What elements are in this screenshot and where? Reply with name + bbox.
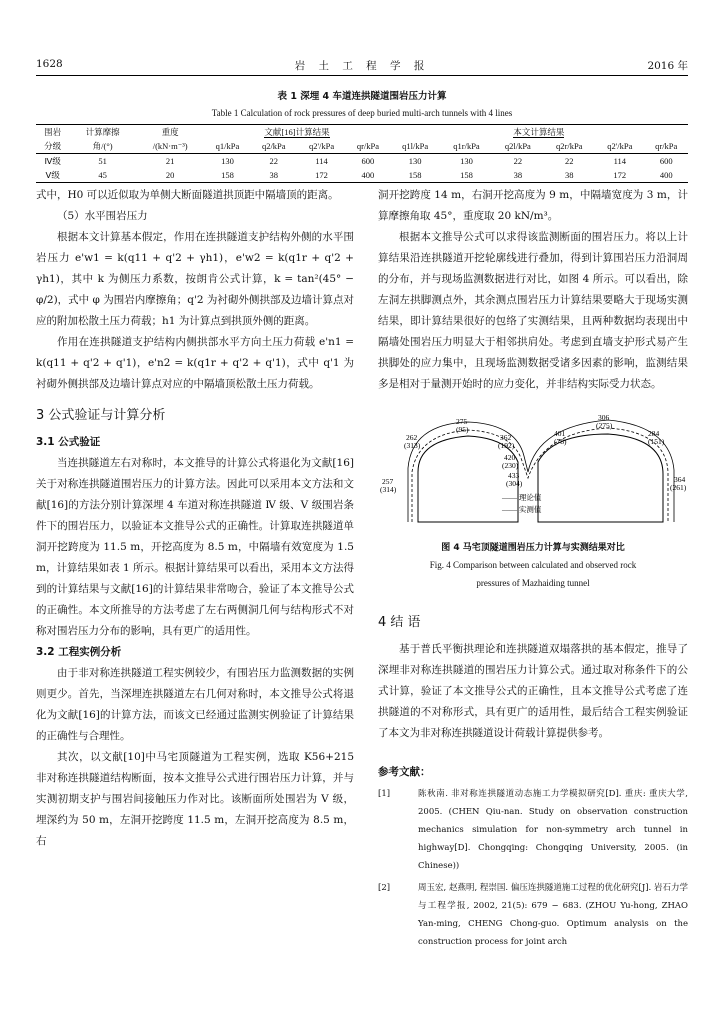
th2: q1/kPa bbox=[204, 139, 250, 154]
paragraph: 根据本文计算基本假定，作用在连拱隧道支护结构外侧的水平围岩压力 e'w1 = k(q11 + q'2 + γh1)，e'w2 = k(q1r + q'2 + γh1)，其中 k 为侧压力系数，按朗肯公式计算，k = tan²(45° − φ/2)，式中 φ 为围岩内摩擦角；q'2 为衬砌外侧拱部及边墙计算点对应的附加松散土压力荷载；h1 为计算点到拱顶外侧的距离。 bbox=[36, 231, 354, 327]
cell: 158 bbox=[204, 168, 250, 183]
fig-label: (95) bbox=[456, 425, 469, 434]
th2: q2/kPa bbox=[251, 139, 297, 154]
table-row bbox=[36, 168, 688, 183]
figure-caption-zh: 图 4 马宅顶隧道围岩压力计算与实测结果对比 bbox=[441, 543, 625, 553]
tunnel-pressure-figure bbox=[378, 412, 688, 532]
cell: 400 bbox=[644, 168, 688, 183]
header-rule bbox=[36, 75, 688, 76]
cell: 158 bbox=[390, 168, 441, 183]
cell: 38 bbox=[492, 168, 543, 183]
cell: 38 bbox=[251, 168, 297, 183]
cell: 400 bbox=[346, 168, 390, 183]
reference-text: 周玉宏, 赵燕明, 程崇国. 偏压连拱隧道施工过程的优化研究[J]. 岩石力学与工程学报, 2002, 21(5): 679 − 683. (ZHOU Yu-hong, ZHAO Yan-ming, CHENG Chong-guo. Optimum analysis on the construction process for joint arch bbox=[418, 883, 688, 947]
th2: 角/(°) bbox=[69, 139, 136, 154]
page-number: 1628 bbox=[36, 58, 63, 70]
fig-label: 257 bbox=[382, 477, 394, 486]
reference-item bbox=[378, 785, 688, 875]
cell: 172 bbox=[297, 168, 346, 183]
paragraph: 其次，以文献[10]中马宅顶隧道为工程实例，选取 K56+215 非对称连拱隧道结构断面，按本文推导公式进行围岩压力计算，并与实测初期支护与围岩间接触压力作对比。该断面所处围岩为 Ⅴ 级，埋深约为 50 m，左洞开挖跨度 11.5 m，左洞开挖高度为 8.5 m，右 bbox=[36, 751, 354, 847]
table-caption-zh: 表 1 深埋 4 车道连拱隧道围岩压力计算 bbox=[277, 91, 447, 102]
paragraph: 基于普氏平衡拱理论和连拱隧道双塌落拱的基本假定，推导了深埋非对称连拱隧道的围岩压力计算公式。通过取对称条件下的公式计算，验证了本文推导公式的正确性，且本文推导公式考虑了连拱隧道的不对称形式，具有更广的适用性，最后结合工程实例验证了本文为非对称连拱隧道设计荷载计算提供参考。 bbox=[378, 643, 688, 739]
cell: 600 bbox=[361, 156, 375, 166]
fig-label: 362 bbox=[500, 433, 512, 442]
reference-text: 陈秋南. 非对称连拱隧道动态施工力学模拟研究[D]. 重庆: 重庆大学, 2005. (CHEN Qiu-nan. Study on observation construction mechanics simulation for non-symmetry arch tunnel in highway[D]. Chongqing: Chongqing University, 2005. (in Chinese)) bbox=[418, 789, 688, 871]
fig-label: (304) bbox=[506, 479, 523, 488]
cell: 130 bbox=[460, 156, 473, 166]
section-heading: 3 公式验证与计算分析 bbox=[36, 408, 166, 423]
th2: /(kN·m⁻³) bbox=[136, 139, 204, 154]
year: 2016 年 bbox=[647, 60, 688, 72]
th2: q2'/kPa bbox=[297, 139, 346, 154]
section-heading: 4 结 语 bbox=[378, 615, 421, 630]
cell: 130 bbox=[408, 156, 422, 166]
paragraph: 当连拱隧道左右对称时，本文推导的计算公式将退化为文献[16]关于对称连拱隧道围岩压力的计算方法。因此可以采用本文方法和文献[16]的方法分别计算深埋 4 车道对称连拱隧道 Ⅳ 级、Ⅴ 级围岩条件下的围岩压力，以验证本文推导公式的正确性。计算取连拱隧道单洞开挖跨度为 11.5 m，开挖高度为 8.5 m，中隔墙有效宽度为 1.5 m，计算结果如表 1 所示。根据计算结果可以看出，采用本文方法得到的计算结果与文献[16]的计算结果非常吻合，验证了本文推导公式的正确性。本文所推导的方法考虑了左右两侧洞几何与结构形式不对称对围岩压力分布的影响，具有更广的适用性。 bbox=[36, 457, 354, 637]
subheading: （5）水平围岩压力 bbox=[57, 210, 148, 222]
fig-label: 433 bbox=[508, 471, 520, 480]
th-weight: 重度 bbox=[136, 125, 204, 140]
fig-label: 401 bbox=[554, 429, 566, 438]
table-row bbox=[36, 154, 688, 169]
fig-label: 284 bbox=[648, 429, 660, 438]
paragraph: 由于非对称连拱隧道工程实例较少，有围岩压力监测数据的实例则更少。首先，当深埋连拱隧道左右几何对称时，本文推导公式将退化为文献[16]的计算方法，而该文已经通过监测实例验证了计算结果的正确性与合理性。 bbox=[36, 667, 354, 742]
th2: q2'/kPa bbox=[595, 139, 644, 154]
paragraph: 根据本文推导公式可以求得该监测断面的围岩压力。将以上计算结果沿连拱隧道开挖轮廓线进行叠加，得到计算围岩压力沿洞周的分布，并与现场监测数据进行对比，如图 4 所示。可以看出，除左洞左拱脚测点外，其余测点围岩压力计算结果要略大于现场实测结果，即计算结果很好的包络了实测结果，且两种数据均表现出中隔墙处围岩压力明显大于相邻拱肩处。考虑到直墙支护形式易产生拱脚处的应力集中，且现场监测数据受诸多因素的影响，监测结果多是相对于量测开始时的应力变化，并非结构实际受力状态。 bbox=[378, 231, 688, 390]
fig-label: 364 bbox=[674, 475, 686, 484]
cell: 20 bbox=[136, 168, 204, 183]
fig-label: (78) bbox=[554, 437, 567, 446]
table-caption-en: Table 1 Calculation of rock pressures of deep buried multi-arch tunnels with 4 lines bbox=[211, 108, 513, 118]
cell: 45 bbox=[69, 168, 136, 183]
cell: 22 bbox=[513, 156, 523, 166]
cell: 22 bbox=[564, 156, 574, 166]
cell: 130 bbox=[221, 156, 234, 166]
th2: q2l/kPa bbox=[492, 139, 543, 154]
th2: q1l/kPa bbox=[390, 139, 441, 154]
cell: 114 bbox=[315, 156, 328, 166]
fig-label: (275) bbox=[596, 421, 613, 430]
figure-caption-en-2: pressures of Mazhaiding tunnel bbox=[476, 578, 590, 588]
cell: 172 bbox=[595, 168, 644, 183]
cell: 114 bbox=[613, 156, 626, 166]
paragraph: 作用在连拱隧道支护结构内侧拱部水平方向土压力荷载 e'n1 = k(q11 + q'2 + q'1)，e'n2 = k(q1r + q'2 + q'1)，式中 q'1 为衬砌外侧拱部及边墙计算点对应的中隔墙顶松散土压力荷载。 bbox=[36, 336, 354, 390]
references-title: 参考文献： bbox=[378, 766, 431, 778]
cell: 38 bbox=[543, 168, 595, 183]
th2: qr/kPa bbox=[644, 139, 688, 154]
cell: 600 bbox=[659, 156, 673, 166]
cell: 158 bbox=[441, 168, 493, 183]
subsection-heading: 3.1 公式验证 bbox=[36, 436, 101, 448]
fig-label: 420 bbox=[504, 453, 516, 462]
th2: q1r/kPa bbox=[441, 139, 493, 154]
reference-item bbox=[378, 879, 688, 951]
paragraph: 洞开挖跨度 14 m，右洞开挖高度为 9 m，中隔墙宽度为 3 m，计算摩擦角取 45°，重度取 20 kN/m³。 bbox=[378, 189, 688, 222]
fig-label: 306 bbox=[598, 413, 610, 422]
right-column-top bbox=[378, 185, 688, 395]
left-column bbox=[36, 185, 354, 852]
th2: 分级 bbox=[36, 139, 69, 154]
figure-caption-en-1: Fig. 4 Comparison between calculated and observed rock bbox=[429, 560, 637, 570]
cell: Ⅴ级 bbox=[36, 168, 69, 183]
reference-number: [2] bbox=[378, 883, 391, 893]
th2: qr/kPa bbox=[346, 139, 390, 154]
right-column-bottom bbox=[378, 612, 688, 951]
paragraph: 式中，H0 可以近似取为单侧大断面隧道拱顶距中隔墙顶的距离。 bbox=[36, 189, 339, 201]
th2: q2r/kPa bbox=[543, 139, 595, 154]
cell: 51 bbox=[98, 156, 107, 166]
pressure-table bbox=[36, 124, 688, 183]
th-friction: 计算摩擦 bbox=[69, 125, 136, 140]
legend-calc: —— 理论值 bbox=[502, 493, 542, 502]
right-tunnel-outline bbox=[538, 434, 663, 522]
reference-number: [1] bbox=[378, 789, 391, 799]
fig-label: (192) bbox=[498, 441, 515, 450]
journal-name: 岩 土 工 程 学 报 bbox=[294, 60, 430, 72]
th-ref16: 文献[16]计算结果 bbox=[264, 127, 330, 137]
cell: 22 bbox=[269, 156, 278, 166]
fig-label: (314) bbox=[380, 485, 397, 494]
th-this: 本文计算结果 bbox=[513, 127, 565, 137]
fig-label: (261) bbox=[670, 483, 687, 492]
cell: 21 bbox=[165, 156, 175, 166]
subsection-heading: 3.2 工程实例分析 bbox=[36, 646, 122, 658]
cell: Ⅳ级 bbox=[44, 156, 61, 166]
th-grade: 围岩 bbox=[36, 125, 69, 140]
fig-label: (230) bbox=[502, 461, 519, 470]
fig-label: (313) bbox=[404, 441, 421, 450]
legend-measured: ‒‒‒‒ 实测值 bbox=[502, 505, 542, 514]
fig-label: 262 bbox=[406, 433, 418, 442]
fig-label: (151) bbox=[648, 437, 665, 446]
fig-label: 275 bbox=[456, 417, 468, 426]
reference-list bbox=[378, 785, 688, 951]
